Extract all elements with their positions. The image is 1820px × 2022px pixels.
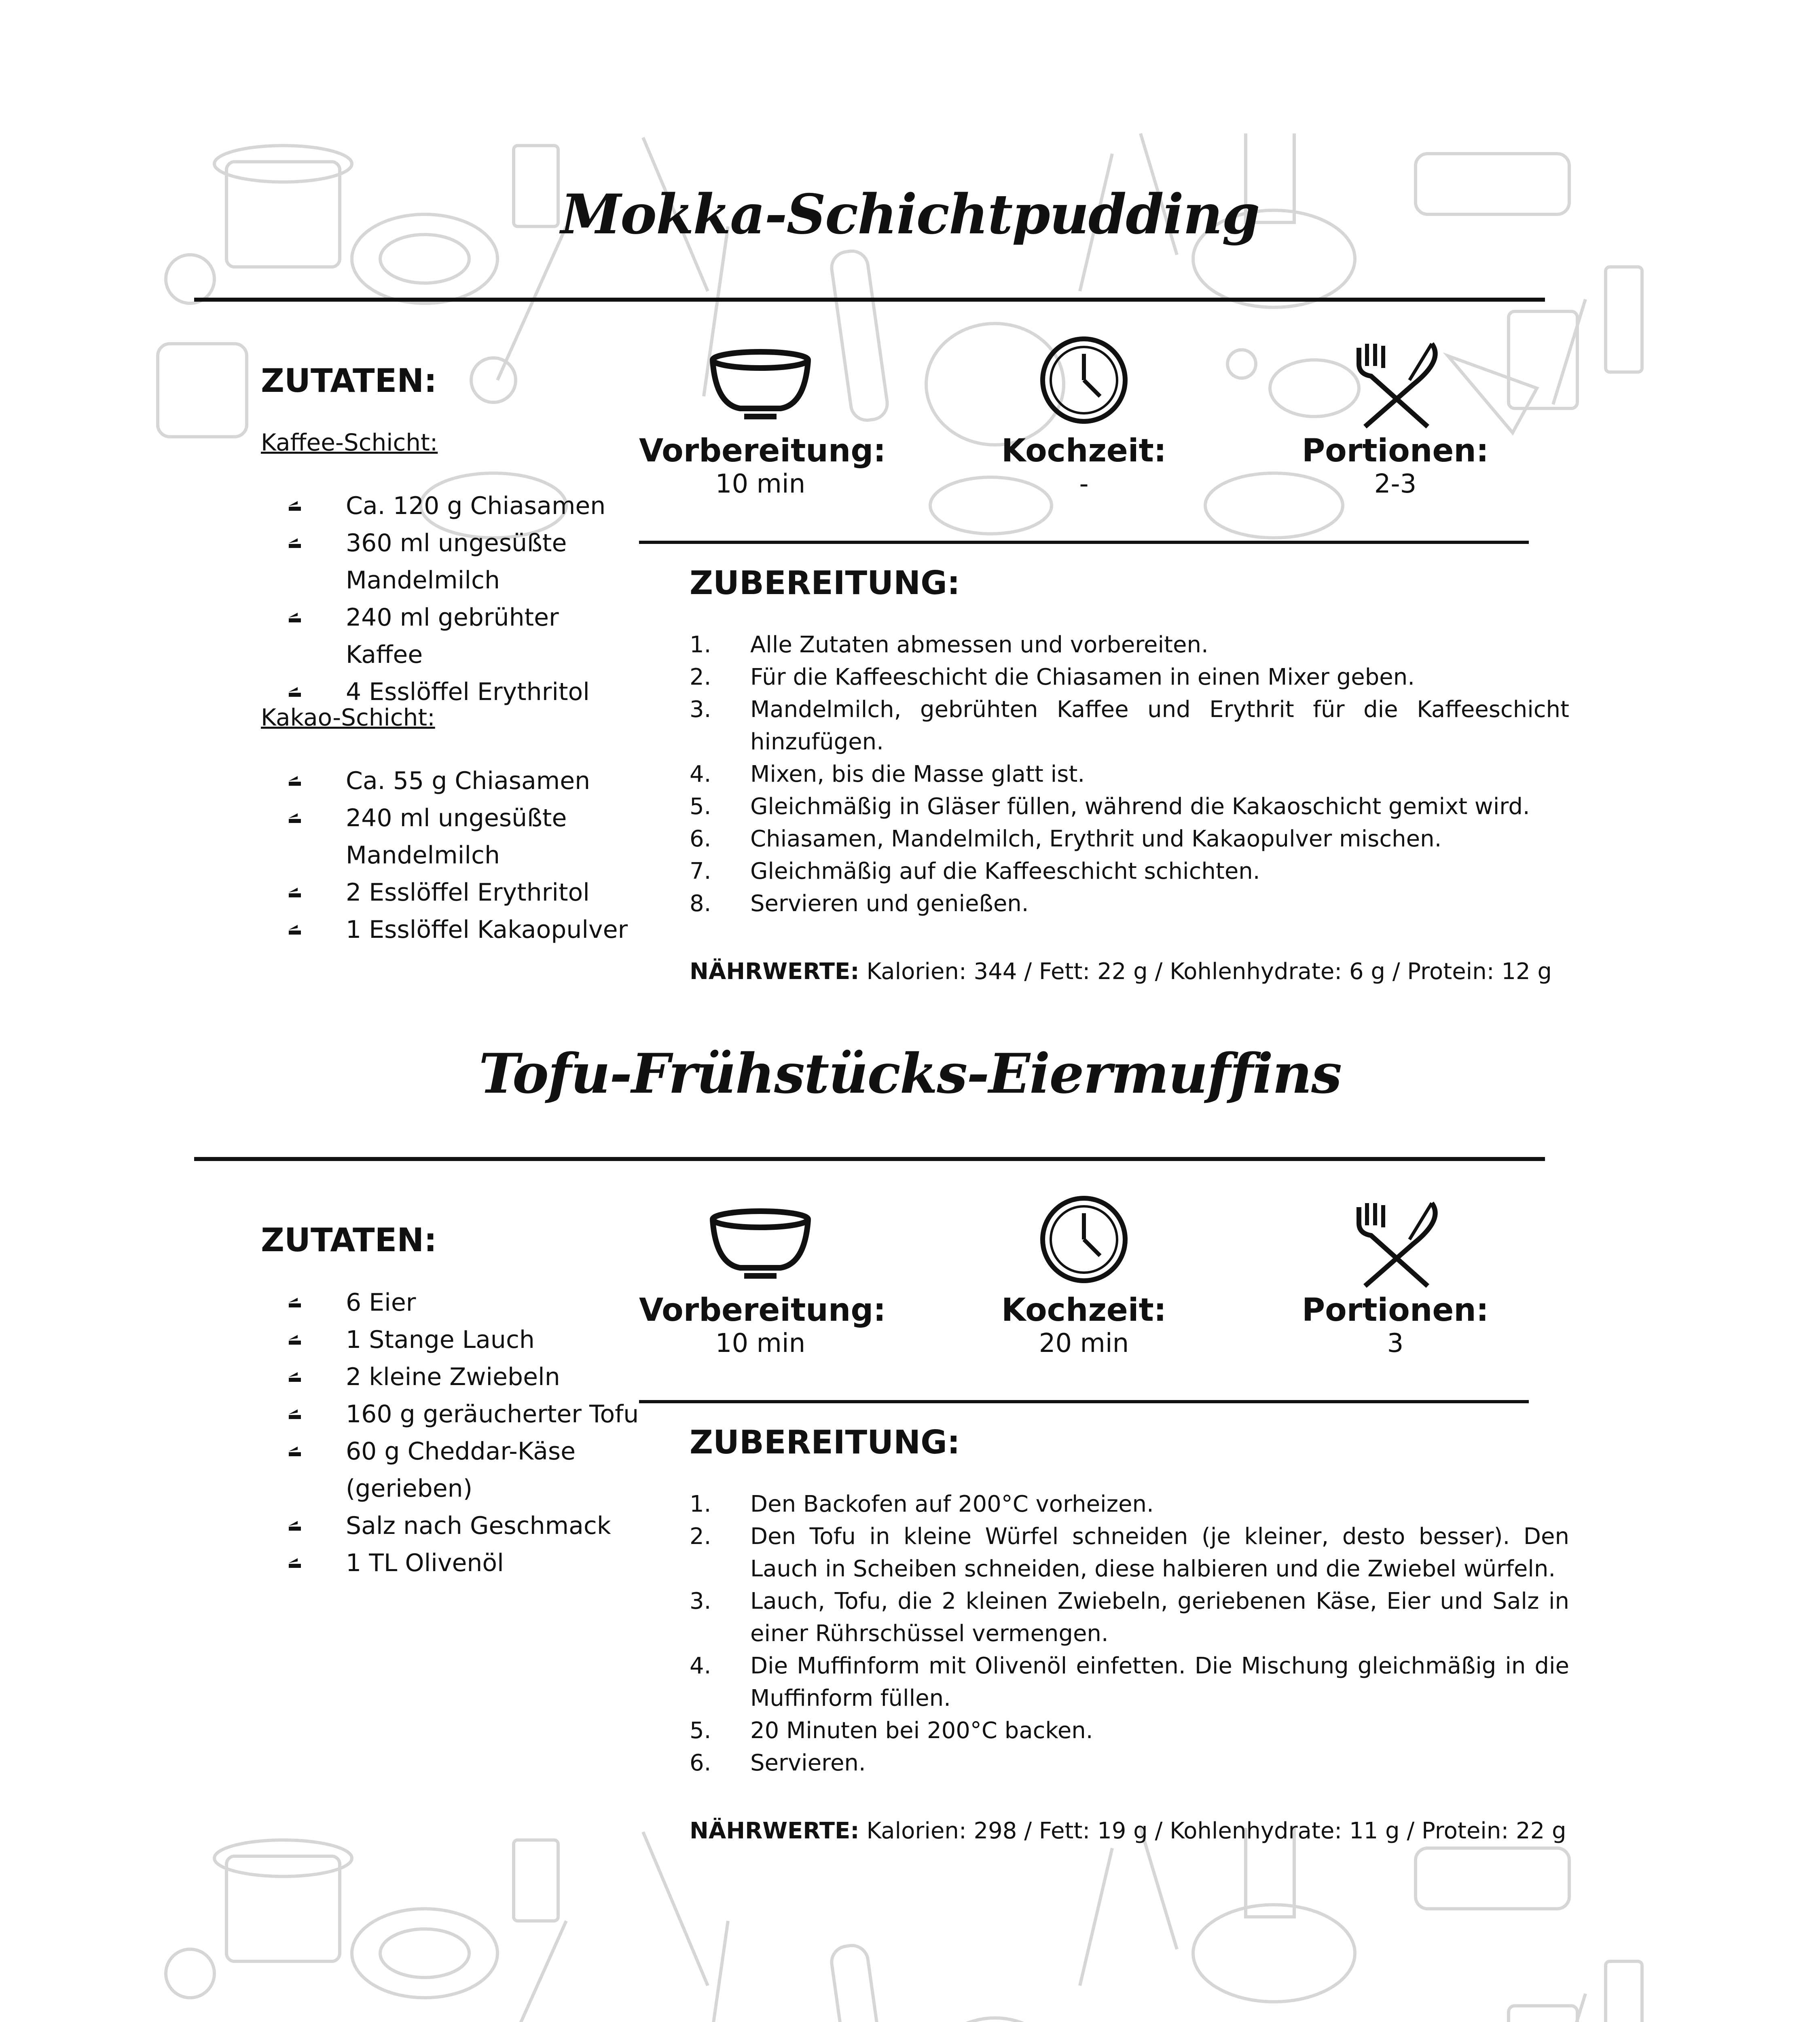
- ingredient-item: 4 Esslöffel Erythritol: [283, 673, 639, 711]
- step-item: 8. Servieren und genießen.: [690, 890, 1029, 917]
- servings-label: Portionen:: [1302, 1292, 1489, 1328]
- bullet-icon: [288, 1409, 302, 1420]
- servings-value: 3: [1387, 1328, 1404, 1358]
- nutrition-info: [690, 958, 1552, 985]
- steps-list: [690, 629, 1569, 920]
- servings: [1274, 1195, 1517, 1358]
- ingredient-item: 240 ml gebrühter Kaffee: [283, 599, 639, 673]
- ingredient-item: 6 Eier: [283, 1284, 639, 1321]
- nutrition-values: Kalorien: 344 / Fett: 22 g / Kohlenhydrate: 6 g / Protein: 12 g: [859, 958, 1552, 985]
- cook-label: Kochzeit:: [1001, 433, 1166, 469]
- step-item: 5. 20 Minuten bei 200°C backen.: [690, 1717, 1093, 1744]
- bullet-icon: [288, 500, 302, 512]
- bullet-icon: [288, 1446, 302, 1457]
- ingredient-item: 60 g Cheddar-Käse (gerieben): [283, 1433, 639, 1507]
- step-item: 5. Gleichmäßig in Gläser füllen, während die Kakaoschicht gemixt wird.: [690, 793, 1530, 820]
- fork-knife-icon: [1343, 336, 1448, 433]
- bullet-icon: [288, 1557, 302, 1569]
- nutrition-values: Kalorien: 298 / Fett: 19 g / Kohlenhydrate: 11 g / Protein: 22 g: [859, 1818, 1566, 1844]
- ingredient-item: 2 kleine Zwiebeln: [283, 1358, 639, 1396]
- stats-divider: [639, 541, 1529, 544]
- ingredient-item: 1 TL Olivenöl: [283, 1544, 639, 1582]
- bullet-icon: [288, 1334, 302, 1345]
- stats-divider: [639, 1400, 1529, 1403]
- ingredient-group-label: Kakao-Schicht:: [261, 704, 435, 731]
- nutrition-info: [690, 1818, 1566, 1844]
- ingredient-item: 240 ml ungesüßte Mandelmilch: [283, 799, 639, 874]
- title-divider: [194, 298, 1545, 302]
- step-item: 3. Mandelmilch, gebrühten Kaffee und Erythrit für die Kaffeeschicht hinzufügen.: [690, 696, 1569, 755]
- cook-value: 20 min: [1039, 1328, 1129, 1358]
- ingredient-item: 160 g geräucherter Tofu: [283, 1396, 639, 1433]
- servings-label: Portionen:: [1302, 433, 1489, 469]
- step-item: 3. Lauch, Tofu, die 2 kleinen Zwiebeln, geriebenen Käse, Eier und Salz in einer Rührschüssel vermengen.: [690, 1588, 1569, 1647]
- ingredient-list: [283, 1284, 639, 1582]
- ingredient-list: [283, 487, 639, 711]
- bullet-icon: [288, 812, 302, 824]
- bowl-icon: [708, 1195, 813, 1292]
- bullet-icon: [288, 1520, 302, 1531]
- cook-time: [963, 1195, 1205, 1358]
- prep-time: [639, 336, 886, 499]
- step-item: 7. Gleichmäßig auf die Kaffeeschicht schichten.: [690, 858, 1260, 884]
- bullet-icon: [288, 1371, 302, 1383]
- prep-label: Vorbereitung:: [639, 433, 886, 469]
- ingredient-item: 360 ml ungesüßte Mandelmilch: [283, 525, 639, 599]
- step-item: 6. Servieren.: [690, 1750, 866, 1776]
- ingredient-item: Salz nach Geschmack: [283, 1507, 639, 1544]
- step-item: 4. Die Muffinform mit Olivenöl einfetten. Die Mischung gleichmäßig in die Muffinform füllen.: [690, 1653, 1569, 1711]
- cook-value: -: [1079, 469, 1089, 499]
- bullet-icon: [288, 887, 302, 898]
- recipe-title: Tofu-Frühstücks-Eiermuffins: [478, 1041, 1342, 1106]
- bullet-icon: [288, 686, 302, 698]
- step-item: 6. Chiasamen, Mandelmilch, Erythrit und Kakaopulver mischen.: [690, 826, 1442, 852]
- ingredient-item: Ca. 55 g Chiasamen: [283, 762, 639, 799]
- step-item: 2. Für die Kaffeeschicht die Chiasamen in einen Mixer geben.: [690, 664, 1415, 690]
- ingredient-item: 1 Esslöffel Kakaopulver: [283, 911, 639, 948]
- step-item: 2. Den Tofu in kleine Würfel schneiden (je kleiner, desto besser). Den Lauch in Scheiben schneiden, diese halbieren und die Zwiebel würfeln.: [690, 1523, 1569, 1582]
- ingredient-list: [283, 762, 639, 948]
- ingredients-heading: ZUTATEN:: [261, 1221, 437, 1259]
- bullet-icon: [288, 1297, 302, 1308]
- bullet-icon: [288, 537, 302, 549]
- step-item: 1. Den Backofen auf 200°C vorheizen.: [690, 1491, 1154, 1517]
- servings: [1274, 336, 1517, 499]
- step-item: 1. Alle Zutaten abmessen und vorbereiten.: [690, 632, 1208, 658]
- prep-label: Vorbereitung:: [639, 1292, 886, 1328]
- ingredient-item: Ca. 120 g Chiasamen: [283, 487, 639, 525]
- steps-list: [690, 1488, 1569, 1779]
- ingredients-heading: ZUTATEN:: [261, 362, 437, 400]
- prep-time: [639, 1195, 886, 1358]
- cook-time: [963, 336, 1205, 499]
- bullet-icon: [288, 612, 302, 623]
- ingredient-item: 2 Esslöffel Erythritol: [283, 874, 639, 911]
- clock-icon: [1031, 1195, 1136, 1292]
- recipe-title: Mokka-Schichtpudding: [561, 182, 1259, 246]
- bowl-icon: [708, 336, 813, 433]
- bullet-icon: [288, 924, 302, 935]
- prep-value: 10 min: [715, 1328, 806, 1358]
- fork-knife-icon: [1343, 1195, 1448, 1292]
- servings-value: 2-3: [1374, 469, 1417, 499]
- clock-icon: [1031, 336, 1136, 433]
- step-item: 4. Mixen, bis die Masse glatt ist.: [690, 761, 1085, 787]
- cook-label: Kochzeit:: [1001, 1292, 1166, 1328]
- ingredient-group-label: Kaffee-Schicht:: [261, 429, 438, 456]
- nutrition-label: NÄHRWERTE:: [690, 1818, 859, 1844]
- ingredient-item: 1 Stange Lauch: [283, 1321, 639, 1358]
- steps-heading: ZUBEREITUNG:: [690, 564, 960, 602]
- title-divider: [194, 1157, 1545, 1161]
- bullet-icon: [288, 775, 302, 787]
- steps-heading: ZUBEREITUNG:: [690, 1423, 960, 1461]
- prep-value: 10 min: [715, 469, 806, 499]
- nutrition-label: NÄHRWERTE:: [690, 958, 859, 985]
